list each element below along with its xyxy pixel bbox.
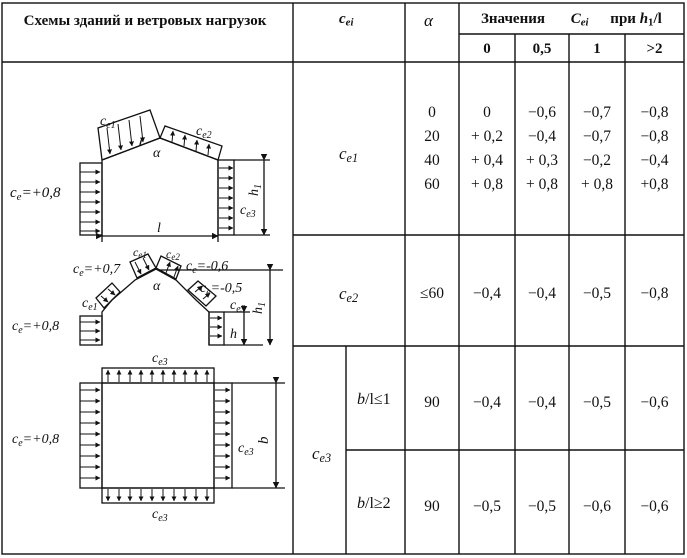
ce1-value: −0,6 [527, 104, 557, 121]
ce1-value: −0,7 [582, 104, 612, 121]
d3-ce-label: $c_e=+0,8$ [12, 432, 60, 449]
ce1-value: + 0,8 [526, 176, 558, 193]
ce2-label: $c_{e2}$ [339, 284, 359, 306]
d3-ce3-top-label: $c_{e3}$ [152, 351, 168, 368]
ce1-value: −0,4 [527, 128, 557, 145]
d2-ce1-left-label: $c_{e1}$ [82, 296, 98, 313]
d3-ce3-bottom-label: $c_{e3}$ [152, 507, 168, 524]
ce1-alpha-column [405, 101, 459, 197]
ce3-sub1-value-1: −0,5 [582, 394, 612, 411]
d2-ce-top-left-label: $c_e=+0,7$ [73, 262, 121, 279]
ce1-value: −0,8 [640, 104, 669, 121]
ce1-col-0 [459, 101, 515, 197]
ce2-value-0-5: −0,4 [527, 285, 557, 302]
schemes-header: Схемы зданий и ветровых нагрузок [23, 13, 267, 29]
d3-ce3-right-label: $c_{e3}$ [238, 441, 254, 458]
ce1-alpha-3: 60 [424, 176, 440, 193]
ce3-condition-1: b/l≤1 [357, 391, 391, 408]
ce3-sub2-value-0: −0,5 [472, 498, 502, 515]
ce3-sub1-alpha: 90 [424, 394, 440, 411]
ce1-value: +0,8 [640, 176, 669, 193]
ratio-1: 1 [593, 41, 601, 57]
ce1-value: −0,7 [582, 128, 612, 145]
ratio-2: >2 [646, 41, 663, 57]
ce1-value: 0 [483, 104, 491, 121]
d1-l-label: l [157, 221, 161, 236]
d2-ce3-label: $c_{e3}$ [230, 298, 246, 315]
d1-ce3-label: $c_{e3}$ [240, 203, 256, 220]
ce3-sub2-value-2: −0,6 [640, 498, 669, 515]
ce3-sub2-value-0-5: −0,5 [527, 498, 557, 515]
d2-ce2-label: ce2 [166, 247, 180, 262]
ce2-value-1: −0,5 [582, 285, 612, 302]
d3-b-label: b [256, 436, 272, 444]
ce3-sub1-value-0: −0,4 [472, 394, 502, 411]
ce3-sub2-alpha: 90 [424, 498, 440, 515]
diagram-gable-building [0, 62, 293, 242]
values-header: Значения $C_{ei}$ при $h_1/l$ [481, 11, 662, 29]
ce2-value-0: −0,4 [472, 285, 502, 302]
d2-alpha-label: α [153, 279, 161, 294]
ce1-value: + 0,4 [471, 152, 503, 169]
ratio-0: 0 [483, 41, 491, 57]
ce1-label: $c_{e1}$ [339, 144, 359, 166]
ce3-sub1-value-2: −0,6 [640, 394, 669, 411]
ce3-label: $c_{e3}$ [312, 444, 332, 466]
ce3-sub1-value-0-5: −0,4 [527, 394, 557, 411]
ce1-col-2 [625, 101, 684, 197]
d2-h-label: h [230, 327, 237, 342]
diagram-steep-roof-building [0, 240, 293, 350]
d1-ce2-label: $c_{e2}$ [196, 124, 212, 141]
d1-h1-label: $h_1$ [247, 184, 264, 196]
d2-ce1-label: ce1 [133, 245, 147, 260]
ce1-value: −0,2 [582, 152, 612, 169]
ce1-alpha-0: 0 [428, 104, 436, 121]
d1-ce1-label: $c_{e1}$ [100, 114, 116, 131]
ce1-alpha-2: 40 [424, 152, 440, 169]
ce1-value: −0,4 [640, 152, 669, 169]
ce3-condition-2: b/l≥2 [357, 495, 391, 512]
d2-ce-right-label: $c_e=-0,5$ [200, 281, 243, 298]
ratio-0-5: 0,5 [532, 41, 552, 57]
ce1-value: + 0,2 [471, 128, 503, 145]
cei-header: $c_{ei}$ [339, 11, 354, 29]
ce1-col-0-5 [515, 101, 569, 197]
d2-h1-label: $h_1$ [251, 302, 268, 314]
alpha-header: α [424, 11, 433, 30]
d1-ce-label: $c_e=+0,8$ [10, 185, 61, 203]
ce2-alpha: ≤60 [419, 285, 444, 302]
ce2-value-2: −0,8 [640, 285, 669, 302]
d2-ce-label: $c_e=+0,8$ [12, 319, 60, 336]
ce3-sub2-value-1: −0,6 [582, 498, 612, 515]
d2-ce-top-right-label: $c_e=-0,6$ [186, 259, 229, 276]
d1-alpha-label: α [153, 146, 161, 161]
ce1-alpha-1: 20 [424, 128, 440, 145]
ce1-value: + 0,3 [526, 152, 558, 169]
ce1-col-1 [569, 101, 625, 197]
ce1-value: + 0,8 [581, 176, 613, 193]
ce1-value: −0,8 [640, 128, 669, 145]
diagram-plan-view [0, 346, 293, 554]
ce1-value: + 0,8 [471, 176, 503, 193]
